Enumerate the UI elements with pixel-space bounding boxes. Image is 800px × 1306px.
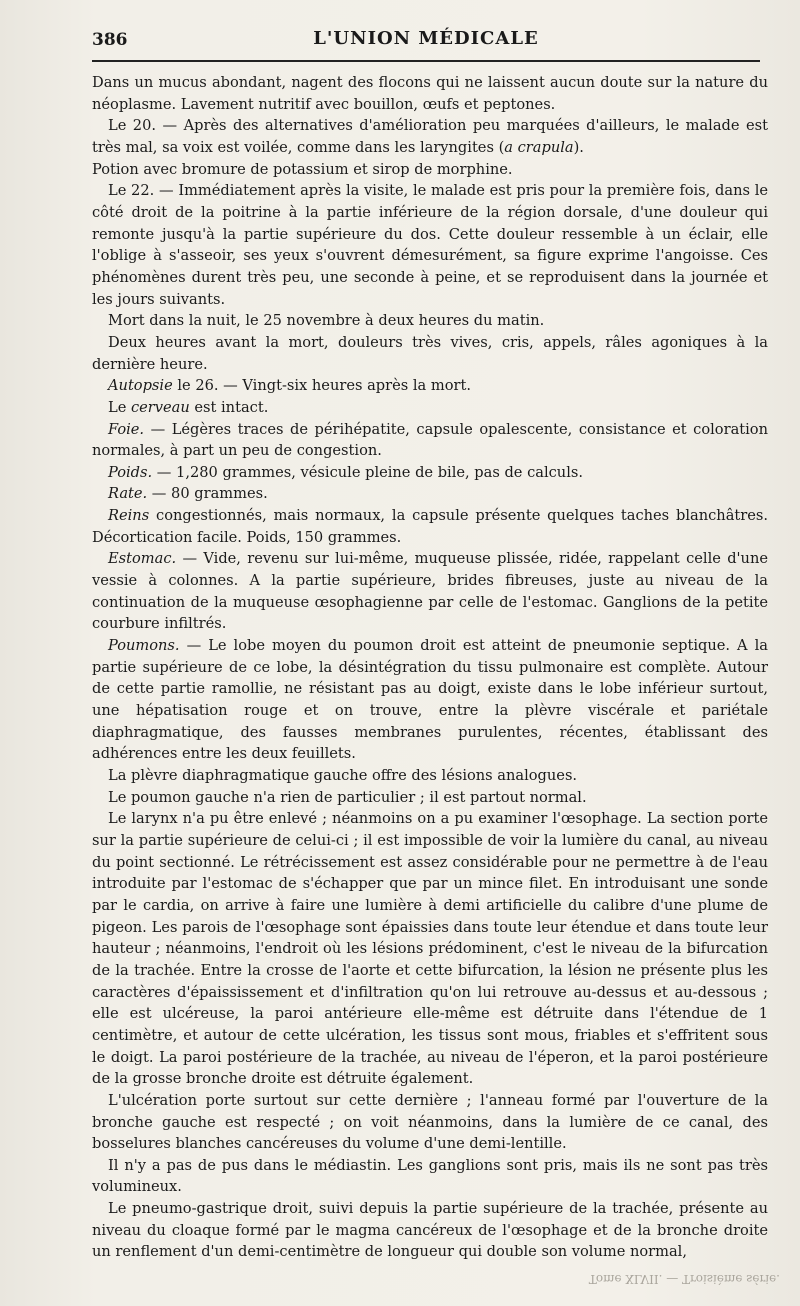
paragraph: Le pneumo-gastrique droit, suivi depuis la partie supérieure de la trachée, présente au niveau du cloaque formé par le magma cancéreux de l'œsophage et de la bronche droite un renflement d'un demi-centimètre de longueur qui double son volume normal, xyxy=(92,1200,768,1261)
paragraph: Le 22. — Immédiatement après la visite, le malade est pris pour la première fois, dans le côté droit de la poitrine à la partie inférieure de la région dorsale, d'une douleur qui remonte jusqu'à la partie supérieure du dos. Cette douleur ressemble à un éclair, elle l'oblige à s'asseoir, ses yeux s'ouvrent démesurément, sa figure exprime l'angoisse. Ces phénomènes durent très peu, une seconde à peine, et se reproduisent dans la journée et les jours suivants. xyxy=(92,182,768,308)
paragraph: Le 20. — Après des alternatives d'amélioration peu marquées d'ailleurs, le malade est très mal, sa voix est voilée, comme dans les laryngites (a crapula). xyxy=(92,117,768,156)
paragraph: Poids. — 1,280 grammes, vésicule pleine de bile, pas de calculs. xyxy=(108,463,583,481)
paragraph: Rate. — 80 grammes. xyxy=(108,485,268,503)
paragraph: Estomac. — Vide, revenu sur lui-même, muqueuse plissée, ridée, rappelant celle d'une vessie à colonnes. A la partie supérieure, brides fibreuses, juste au niveau de la continuation de la muqueuse œsophagienne par celle de l'estomac. Ganglions de la petite courbure infiltrés. xyxy=(92,550,768,633)
journal-title: L'UNION MÉDICALE xyxy=(313,28,539,49)
bleed-through-footer: Tome XLVII. — Troisième série. xyxy=(588,1272,780,1286)
paragraph: Autopsie le 26. — Vingt-six heures après la mort. xyxy=(108,377,471,395)
header-rule xyxy=(92,60,760,62)
paragraph: Le larynx n'a pu être enlevé ; néanmoins on a pu examiner l'œsophage. La section porte sur la partie supérieure de celui-ci ; il est impossible de voir la lumière du canal, au niveau du point sectionné. Le rétrécissement est assez considérable pour ne permettre à de l'eau introduite par l'estomac de s'échapper que par un mince filet. En introduisant une sonde par le cardia, on arrive à faire une lumière à demi artificielle du calibre d'une plume de pigeon. Les parois de l'œsophage sont épaissies dans toute leur étendue et dans toute leur hauteur ; néanmoins, l'endroit où les lésions prédominent, c'est le niveau de la bifurcation de la trachée. Entre la crosse de l'aorte et cette bifurcation, la lésion ne présente plus les caractères d'épaississement et d'infiltration qu'on lui retrouve au-dessus et au-dessous ; elle est ulcéreuse, la paroi antérieure elle-même est détruite dans l'étendue de 1 centimètre, et autour de cette ulcération, les tissus sont mous, friables et s'effritent sous le doigt. La paroi postérieure de la trachée, au niveau de l'éperon, et la paroi postérieure de la grosse bronche droite est détruite également. xyxy=(92,810,768,1088)
body-text xyxy=(92,72,768,1263)
page-number: 386 xyxy=(92,30,128,50)
paragraph: Dans un mucus abondant, nagent des flocons qui ne laissent aucun doute sur la nature du néoplasme. Lavement nutritif avec bouillon, œufs et peptones. xyxy=(92,74,768,113)
paragraph: Il n'y a pas de pus dans le médiastin. Les ganglions sont pris, mais ils ne sont pas très volumineux. xyxy=(92,1156,768,1196)
paragraph: L'ulcération porte surtout sur cette dernière ; l'anneau formé par l'ouverture de la bronche gauche est respecté ; on voit néanmoins, dans la lumière de ce canal, des bosselures blanches cancéreuses du volume d'une demi-lentille. xyxy=(92,1091,768,1153)
paragraph: Foie. — Légères traces de périhépatite, capsule opalescente, consistance et coloration normales, à part un peu de congestion. xyxy=(92,420,768,460)
paragraph: Le poumon gauche n'a rien de particulier ; il est partout normal. xyxy=(108,788,587,806)
paragraph: Poumons. — Le lobe moyen du poumon droit est atteint de pneumonie septique. A la partie supérieure de ce lobe, la désintégration du tissu pulmonaire est complète. Autour de cette partie ramollie, ne résistant pas au doigt, existe dans le lobe inférieur surtout, une hépatisation rouge et on trouve, entre la plèvre viscérale et pariétale diaphragmatique, des fausses membranes purulentes, récentes, établissant des adhérences entre les deux feuillets. xyxy=(92,637,768,763)
paragraph: Le cerveau est intact. xyxy=(108,398,269,416)
paragraph: Potion avec bromure de potassium et sirop de morphine. xyxy=(92,160,513,178)
running-header xyxy=(92,24,760,60)
paragraph: Reins congestionnés, mais normaux, la capsule présente quelques taches blanchâtres. Décortication facile. Poids, 150 grammes. xyxy=(92,507,768,546)
paragraph: Deux heures avant la mort, douleurs très vives, cris, appels, râles agoniques à la dernière heure. xyxy=(92,333,768,373)
paragraph: Mort dans la nuit, le 25 novembre à deux heures du matin. xyxy=(108,312,545,330)
paragraph: La plèvre diaphragmatique gauche offre des lésions analogues. xyxy=(108,767,578,784)
